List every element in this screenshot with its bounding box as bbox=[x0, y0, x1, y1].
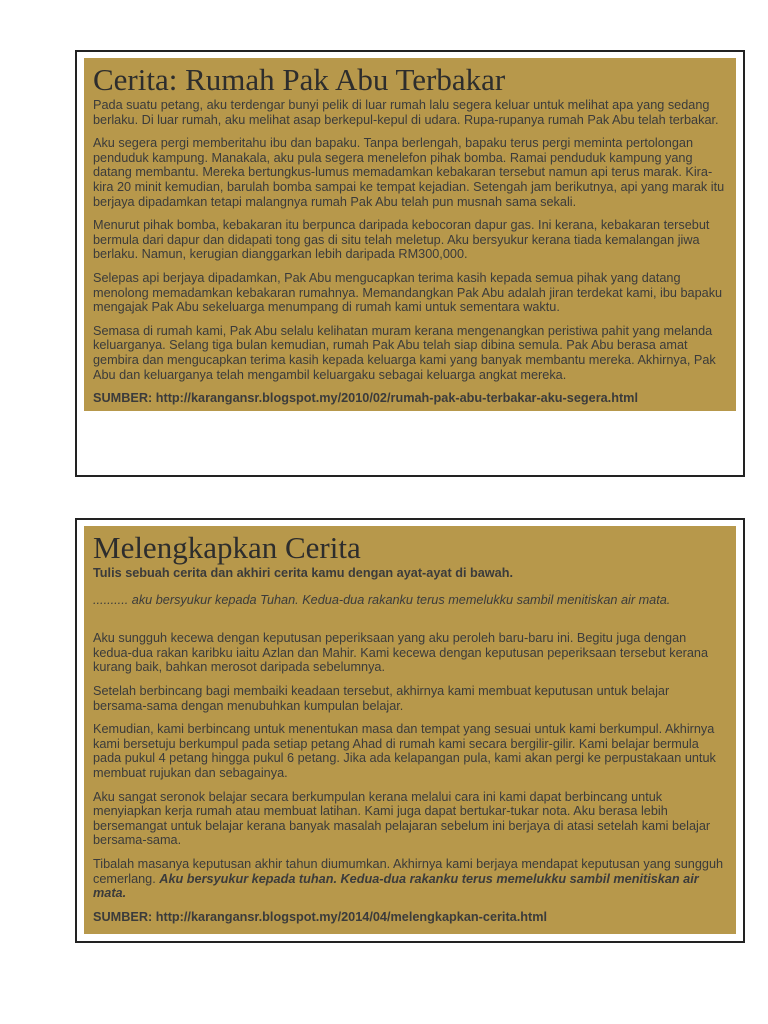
story-paragraph: Aku segera pergi memberitahu ibu dan bapaku. Tanpa berlengah, bapaku terus pergi meminta pertolongan penduduk kampung. Manakala, aku pula segera menelefon pihak bomba. Ramai penduduk kampung yang datang membantu. Mereka bertungkus-lumus memadamkan kebakaran tersebut namun api terus marak. Kira-kira 20 minit kemudian, barulah bomba sampai ke tempat kejadian. Setengah jam berikutnya, api yang marak itu berjaya dipadamkan tetapi malangnya rumah Pak Abu telah pun musnah sama sekali. bbox=[93, 136, 725, 209]
story-title: Cerita: Rumah Pak Abu Terbakar bbox=[93, 62, 506, 97]
instruction-line: Tulis sebuah cerita dan akhiri cerita kamu dengan ayat-ayat di bawah. bbox=[93, 566, 513, 580]
story-paragraph: Menurut pihak bomba, kebakaran itu berpunca daripada kebocoran dapur gas. Ini kerana, kebakaran tersebut bermula dari dapur dan didapati tong gas di situ telah meletup. Aku bersyukur kerana tiada kemalangan jiwa berlaku. Namun, kerugian dianggarkan lebih daripada RM300,000. bbox=[93, 218, 710, 262]
story-paragraph: Aku sungguh kecewa dengan keputusan peperiksaan yang aku peroleh baru-baru ini. Begitu juga dengan kedua-dua rakan karibku iaitu Azlan dan Mahir. Kami kecewa dengan keputusan peperiksaan tersebut kerana kurang baik, bahkan merosot daripada sebelumnya. bbox=[93, 631, 709, 675]
story-paragraph: Semasa di rumah kami, Pak Abu selalu kelihatan muram kerana mengenangkan peristiwa pahit yang melanda keluarganya. Selang tiga bulan kemudian, rumah Pak Abu telah siap dibina semula. Pak Abu berasa amat gembira dan mengucapkan terima kasih kepada keluarga kami yang banyak membantu mereka. Akhirnya, Pak Abu dan keluarganya telah mengambil keluargaku sebagai keluarga angkat mereka. bbox=[93, 323, 716, 382]
story-paragraph: Aku sangat seronok belajar secara berkumpulan kerana melalui cara ini kami dapat berbincang untuk menyiapkan kerja rumah atau membuat latihan. Kami juga dapat bertukar-tukar nota. Aku berasa lebih bersemangat untuk belajar kerana banyak masalah pelajaran sebelum ini berjaya di atasi setelah kami belajar bersama-sama. bbox=[93, 789, 711, 848]
gold-text-panel bbox=[84, 526, 736, 934]
source-line: SUMBER: http://karangansr.blogspot.my/2014/04/melengkapkan-cerita.html bbox=[93, 909, 548, 924]
story-paragraph: Setelah berbincang bagi membaiki keadaan tersebut, akhirnya kami membuat keputusan untuk belajar bersama-sama dengan menubuhkan kumpulan belajar. bbox=[93, 683, 670, 713]
source-line: SUMBER: http://karangansr.blogspot.my/2010/02/rumah-pak-abu-terbakar-aku-segera.html bbox=[93, 391, 638, 406]
story-paragraph: Kemudian, kami berbincang untuk menentukan masa dan tempat yang sesuai untuk kami berkumpul. Akhirnya kami bersetuju berkumpul pada setiap petang Ahad di rumah kami secara bergilir-gilir. Kami belajar bermula pada pukul 4 petang hingga pukul 6 petang. Jika ada kelapangan pula, kami akan pergi ke perpustakaan untuk membuat rujukan dan sebagainya. bbox=[93, 722, 716, 780]
story-card-melengkapkan-cerita bbox=[75, 518, 745, 943]
story-paragraph-final bbox=[93, 857, 726, 901]
story-card-rumah-pak-abu bbox=[75, 50, 745, 477]
story-paragraph: Pada suatu petang, aku terdengar bunyi pelik di luar rumah lalu segera keluar untuk melihat apa yang sedang berlaku. Di luar rumah, aku melihat asap berkepul-kepul di udara. Rupa-rupanya rumah Pak Abu telah terbakar. bbox=[93, 98, 719, 127]
gold-text-panel bbox=[84, 58, 736, 411]
story-title: Melengkapkan Cerita bbox=[93, 530, 361, 565]
final-paragraph-normal: Tibalah masanya keputusan akhir tahun diumumkan. Akhirnya kami berjaya mendapat keputusan yang sungguh cemerlang. bbox=[93, 856, 724, 886]
final-paragraph-emphasis: Aku bersyukur kepada tuhan. Kedua-dua rakanku terus memelukku sambil menitiskan air mata. bbox=[93, 871, 699, 901]
story-paragraph: Selepas api berjaya dipadamkan, Pak Abu mengucapkan terima kasih kepada semua pihak yang datang menolong memadamkan kebakaran rumahnya. Memandangkan Pak Abu adalah jiran terdekat kami, ibu bapaku mengajak Pak Abu sekeluarga menumpang di rumah kami untuk sementara waktu. bbox=[93, 270, 723, 315]
prompt-line: .......... aku bersyukur kepada Tuhan. Kedua-dua rakanku terus memelukku sambil menitiskan air mata. bbox=[93, 592, 671, 607]
